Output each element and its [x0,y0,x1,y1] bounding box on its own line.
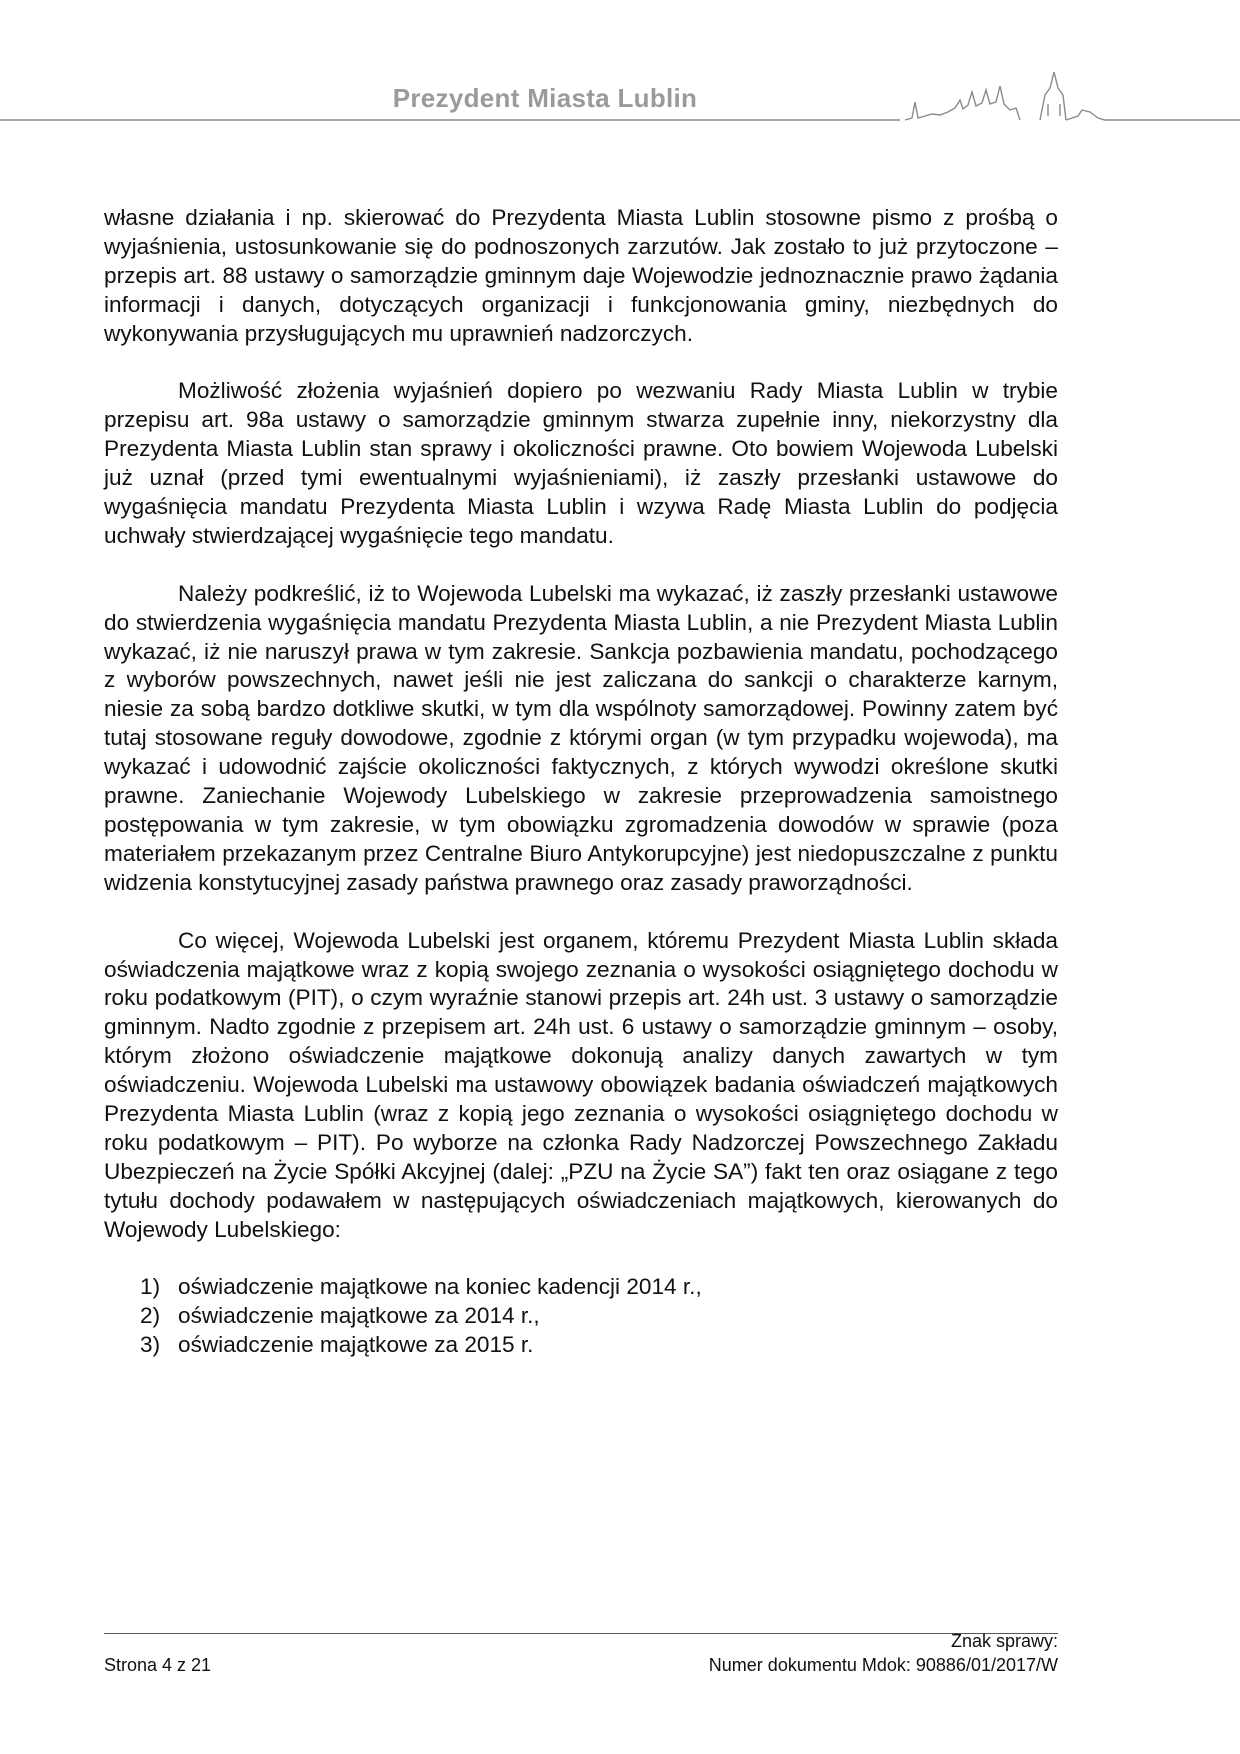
list-item-number: 1) [140,1274,161,1300]
list-item [104,1302,1058,1331]
list-item [104,1331,1058,1360]
paragraph: Co więcej, Wojewoda Lubelski jest organem, któremu Prezydent Miasta Lublin składa oświadczenia majątkowe wraz z kopią swojego zeznania o wysokości osiągniętego dochodu w roku podatkowym (PIT), o czym wyraźnie stanowi przepis art. 24h ust. 3 ustawy o samorządzie gminnym. Nadto zgodnie z przepisem art. 24h ust. 6 ustawy o samorządzie gminnym – osoby, którym złożono oświadczenie majątkowe dokonują analizy danych zawartych w tym oświadczeniu. Wojewoda Lubelski ma ustawowy obowiązek badania oświadczeń majątkowych Prezydenta Miasta Lublin (wraz z kopią jego zeznania o wysokości osiągniętego dochodu w roku podatkowym – PIT). Po wyborze na członka Rady Nadzorczej Powszechnego Zakładu Ubezpieczeń na Życie Spółki Akcyjnej (dalej: „PZU na Życie SA”) fakt ten oraz osiągane z tego tytułu dochody podawałem w następujących oświadczeniach majątkowych, kierowanych do Wojewody Lubelskiego: [104,927,1058,1242]
list-item-number: 3) [140,1332,161,1358]
footer-case-info [709,1629,1058,1677]
list-item-text: oświadczenie majątkowe za 2015 r. [178,1332,534,1358]
declarations-list [104,1273,1058,1360]
paragraph: własne działania i np. skierować do Prezydenta Miasta Lublin stosowne pismo z prośbą o wyjaśnienia, ustosunkowanie się do podnoszonych zarzutów. Jak zostało to już przytoczone – przepis art. 88 ustawy o samorządzie gminnym daje Wojewodzie jednoznacznie prawo żądania informacji i danych, dotyczących organizacji i funkcjonowania gminy, niezbędnych do wykonywania przysługujących mu uprawnień nadzorczych. [104,205,1058,346]
document-body [104,204,1058,1360]
page-number: Strona 4 z 21 [104,1655,212,1675]
list-item-number: 2) [140,1303,161,1329]
header-title: Prezydent Miasta Lublin [392,83,698,113]
list-item [104,1273,1058,1302]
city-skyline-logo [0,60,1240,140]
paragraph: Należy podkreślić, iż to Wojewoda Lubelski ma wykazać, iż zaszły przesłanki ustawowe do stwierdzenia wygaśnięcia mandatu Prezydenta Miasta Lublin, a nie Prezydent Miasta Lublin wykazać, iż nie naruszył prawa w tym zakresie. Sankcja pozbawienia mandatu, pochodzącego z wyborów powszechnych, nawet jeśli nie jest zaliczana do sankcji o charakterze karnym, niesie za sobą bardzo dotkliwe skutki, w tym dla wspólnoty samorządowej. Powinny zatem być tutaj stosowane reguły dowodowe, zgodnie z którymi organ (w tym przypadku wojewoda), ma wykazać i udowodnić zajście okoliczności faktycznych, z których wywodzi określone skutki prawne. Zaniechanie Wojewody Lubelskiego w zakresie przeprowadzenia samoistnego postępowania w tym zakresie, w tym obowiązku zgromadzenia dowodów w sprawie (poza materiałem przekazanym przez Centralne Biuro Antykorupcyjne) jest niedopuszczalne z punktu widzenia konstytucyjnej zasady państwa prawnego oraz zasady praworządności. [104,580,1058,895]
case-label: Znak sprawy: [950,1631,1058,1651]
document-number: Numer dokumentu Mdok: 90886/01/2017/W [708,1655,1058,1675]
list-item-text: oświadczenie majątkowe na koniec kadencji 2014 r., [178,1274,702,1300]
list-item-text: oświadczenie majątkowe za 2014 r., [178,1303,540,1329]
paragraph: Możliwość złożenia wyjaśnień dopiero po wezwaniu Rady Miasta Lublin w trybie przepisu art. 98a ustawy o samorządzie gminnym stwarza zupełnie inny, niekorzystny dla Prezydenta Miasta Lublin stan sprawy i okoliczności prawne. Oto bowiem Wojewoda Lubelski już uznał (przed tymi ewentualnymi wyjaśnieniami), iż zaszły przesłanki ustawowe do wygaśnięcia mandatu Prezydenta Miasta Lublin i wzywa Radę Miasta Lublin do podjęcia uchwały stwierdzającej wygaśnięcie tego mandatu. [104,378,1058,548]
